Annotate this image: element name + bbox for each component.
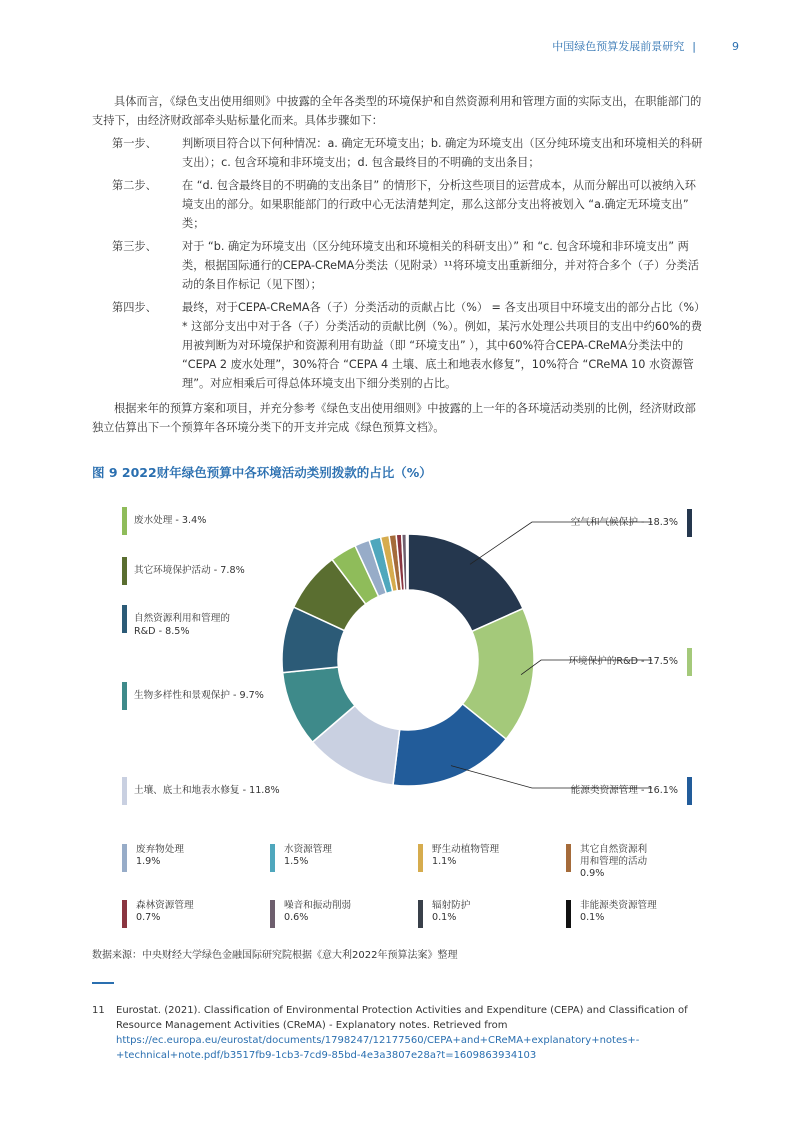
small-legend-text: 0.1% (580, 912, 605, 923)
legend-swatch (687, 509, 692, 537)
step-text: 对于 “b. 确定为环境支出（区分纯环境支出和环境相关的科研支出）” 和 “c. 包含环境和非环境支出” 两类，根据国际通行的CEPA-CReMA分类法（见附录）¹¹将环境支出重新细分，并对符合多个（子）分类活动的条目作标记（见下图）； (182, 240, 699, 291)
step-text: 判断项目符合以下何种情况：a. 确定无环境支出；b. 确定为环境支出（区分纯环境支出和环境相关的科研支出）；c. 包含环境和非环境支出；d. 包含最终目的不明确的支出条目； (182, 137, 703, 169)
donut-svg (92, 492, 692, 814)
step-label: 第三步、 (112, 240, 157, 253)
intro-paragraph: 具体而言，《绿色支出使用细则》中披露的全年各类型的环境保护和自然资源利用和管理方面的实际支出，在职能部门的支持下，由经济财政部牵头贴标量化而来。具体步骤如下： (92, 95, 702, 127)
slice-label-text: 空气和气候保护 - 18.3% (570, 517, 678, 528)
legend-swatch (122, 777, 127, 805)
step-label: 第四步、 (112, 301, 157, 314)
step-label: 第一步、 (112, 137, 157, 150)
slice-label-text: 环境保护的R&D - 17.5% (568, 656, 678, 667)
legend-swatch (122, 507, 127, 535)
slice-label-text: 能源类资源管理 - 16.1% (570, 785, 678, 796)
small-legend-text: 0.9% (580, 868, 605, 879)
small-legend-text: 1.5% (284, 856, 309, 867)
page-header (552, 38, 739, 54)
footnote-number: 11 (92, 1005, 105, 1016)
small-legend-text: 水资源管理 (284, 844, 332, 855)
step-text: 在 “d. 包含最终目的不明确的支出条目” 的情形下，分析这些项目的运营成本，从而分解出可以被纳入环境支出的部分。如果职能部门的行政中心无法清楚判定，那么这部分支出将被划入 “a.确定无环境支出” 类； (182, 179, 696, 230)
legend-swatch (566, 844, 571, 872)
slice-label-text: 土壤、底土和地表水修复 - 11.8% (134, 785, 280, 796)
small-legend-text: 野生动植物管理 (432, 844, 500, 855)
small-legend-item (270, 900, 404, 924)
footnote-rule (92, 982, 114, 984)
legend-swatch (687, 777, 692, 805)
footnote-text: Eurostat. (2021). Classification of Environmental Protection Activities and Expenditure (CEPA) and Classification of Resource Management Activities (CReMA) - Explanatory notes. Retrieved from (116, 1005, 688, 1031)
small-legend-text: 0.6% (284, 912, 309, 923)
slice-label-text: 自然资源利用和管理的 (134, 613, 230, 624)
small-legend-text: 其它自然资源利 (580, 844, 648, 855)
closing-paragraph: 根据来年的预算方案和项目，并充分参考《绿色支出使用细则》中披露的上一年的各环境活动类别的比例，经济财政部独立估算出下一个预算年各环境分类下的开支并完成《绿色预算文档》。 (92, 402, 696, 434)
small-legend-text: 1.9% (136, 856, 161, 867)
small-legend-item (270, 844, 404, 868)
figure-title: 图 9 2022财年绿色预算中各环境活动类别拨款的占比（%） (92, 465, 432, 480)
small-legend-text: 0.1% (432, 912, 457, 923)
small-legend-text: 1.1% (432, 856, 457, 867)
footnote (92, 1003, 692, 1063)
legend-swatch (122, 557, 127, 585)
step-1 (92, 134, 704, 172)
slice-label-0 (571, 516, 692, 529)
slice-label-text: 废水处理 - 3.4% (134, 515, 207, 526)
small-legend-text: 森林资源管理 (136, 900, 194, 911)
slice-label-4 (122, 689, 264, 702)
small-legend-item (566, 900, 700, 924)
small-legend-item (418, 844, 552, 868)
small-legend-text: 噪音和振动削弱 (284, 900, 352, 911)
step-3 (92, 237, 704, 294)
data-source: 数据来源：中央财经大学绿色金融国际研究院根据《意大利2022年预算法案》整理 (92, 950, 458, 961)
legend-swatch (418, 844, 423, 872)
small-legend-text: 辐射防护 (432, 900, 471, 911)
legend-swatch (122, 605, 127, 633)
step-2 (92, 176, 704, 233)
running-title: 中国绿色预算发展前景研究 (552, 40, 685, 53)
step-text: 最终，对于CEPA-CReMA各（子）分类活动的贡献占比（%） = 各支出项目中环境支出的部分占比（%）* 这部分支出中对于各（子）分类活动的贡献比例（%）。例如，某污水处理公共项目的支出中约60%的费用被判断为对环境保护和资源利用有助益（即 “环境支出” ），其中60%符合CEPA-CReMA分类法中的 “CEPA 2 废水处理”，30%符合 “CEPA 4 土壤、底土和地表水修复”，10%符合 “CReMA 10 水资源管理”。对应相乘后可得总体环境支出下细分类别的占比。 (182, 301, 703, 390)
slice-label-6 (122, 564, 245, 577)
small-legend-text: 废弃物处理 (136, 844, 184, 855)
step-label: 第二步、 (112, 179, 157, 192)
legend-swatch (270, 900, 275, 928)
header-separator: | (692, 39, 696, 53)
small-legend-text: 用和管理的活动 (580, 856, 648, 867)
legend-swatch (418, 900, 423, 928)
small-legend-item (418, 900, 552, 924)
slice-label-2 (571, 784, 692, 797)
slice-label-1 (568, 655, 692, 668)
small-slices-legend (122, 844, 692, 934)
slice-label-7 (122, 514, 206, 527)
small-legend-item (122, 844, 256, 868)
legend-swatch (122, 682, 127, 710)
small-legend-text: 非能源类资源管理 (580, 900, 657, 911)
footnote-link[interactable]: https://ec.europa.eu/eurostat/documents/1798247/12177560/CEPA+and+CReMA+explanatory+notes+-+technical+note.pdf/b3517fb9-1cb3-7cd9-85bd-4e3a3807e28a?t=1609863934103 (116, 1035, 640, 1061)
donut-slice-15 (407, 534, 408, 590)
slice-label-5 (122, 612, 230, 638)
donut-chart (92, 492, 692, 814)
legend-swatch (687, 648, 692, 676)
slice-label-3 (122, 784, 280, 797)
body-text (92, 92, 704, 441)
legend-swatch (122, 900, 127, 928)
legend-swatch (566, 900, 571, 928)
page-number: 9 (732, 39, 739, 53)
slice-label-text: 生物多样性和景观保护 - 9.7% (134, 690, 264, 701)
small-legend-text: 0.7% (136, 912, 161, 923)
small-legend-item (566, 844, 700, 880)
legend-swatch (270, 844, 275, 872)
step-4 (92, 298, 704, 393)
small-legend-item (122, 900, 256, 924)
slice-label-text: 其它环境保护活动 - 7.8% (134, 565, 245, 576)
slice-label-text: R&D - 8.5% (134, 626, 190, 637)
footnote-body (116, 1003, 692, 1063)
legend-swatch (122, 844, 127, 872)
